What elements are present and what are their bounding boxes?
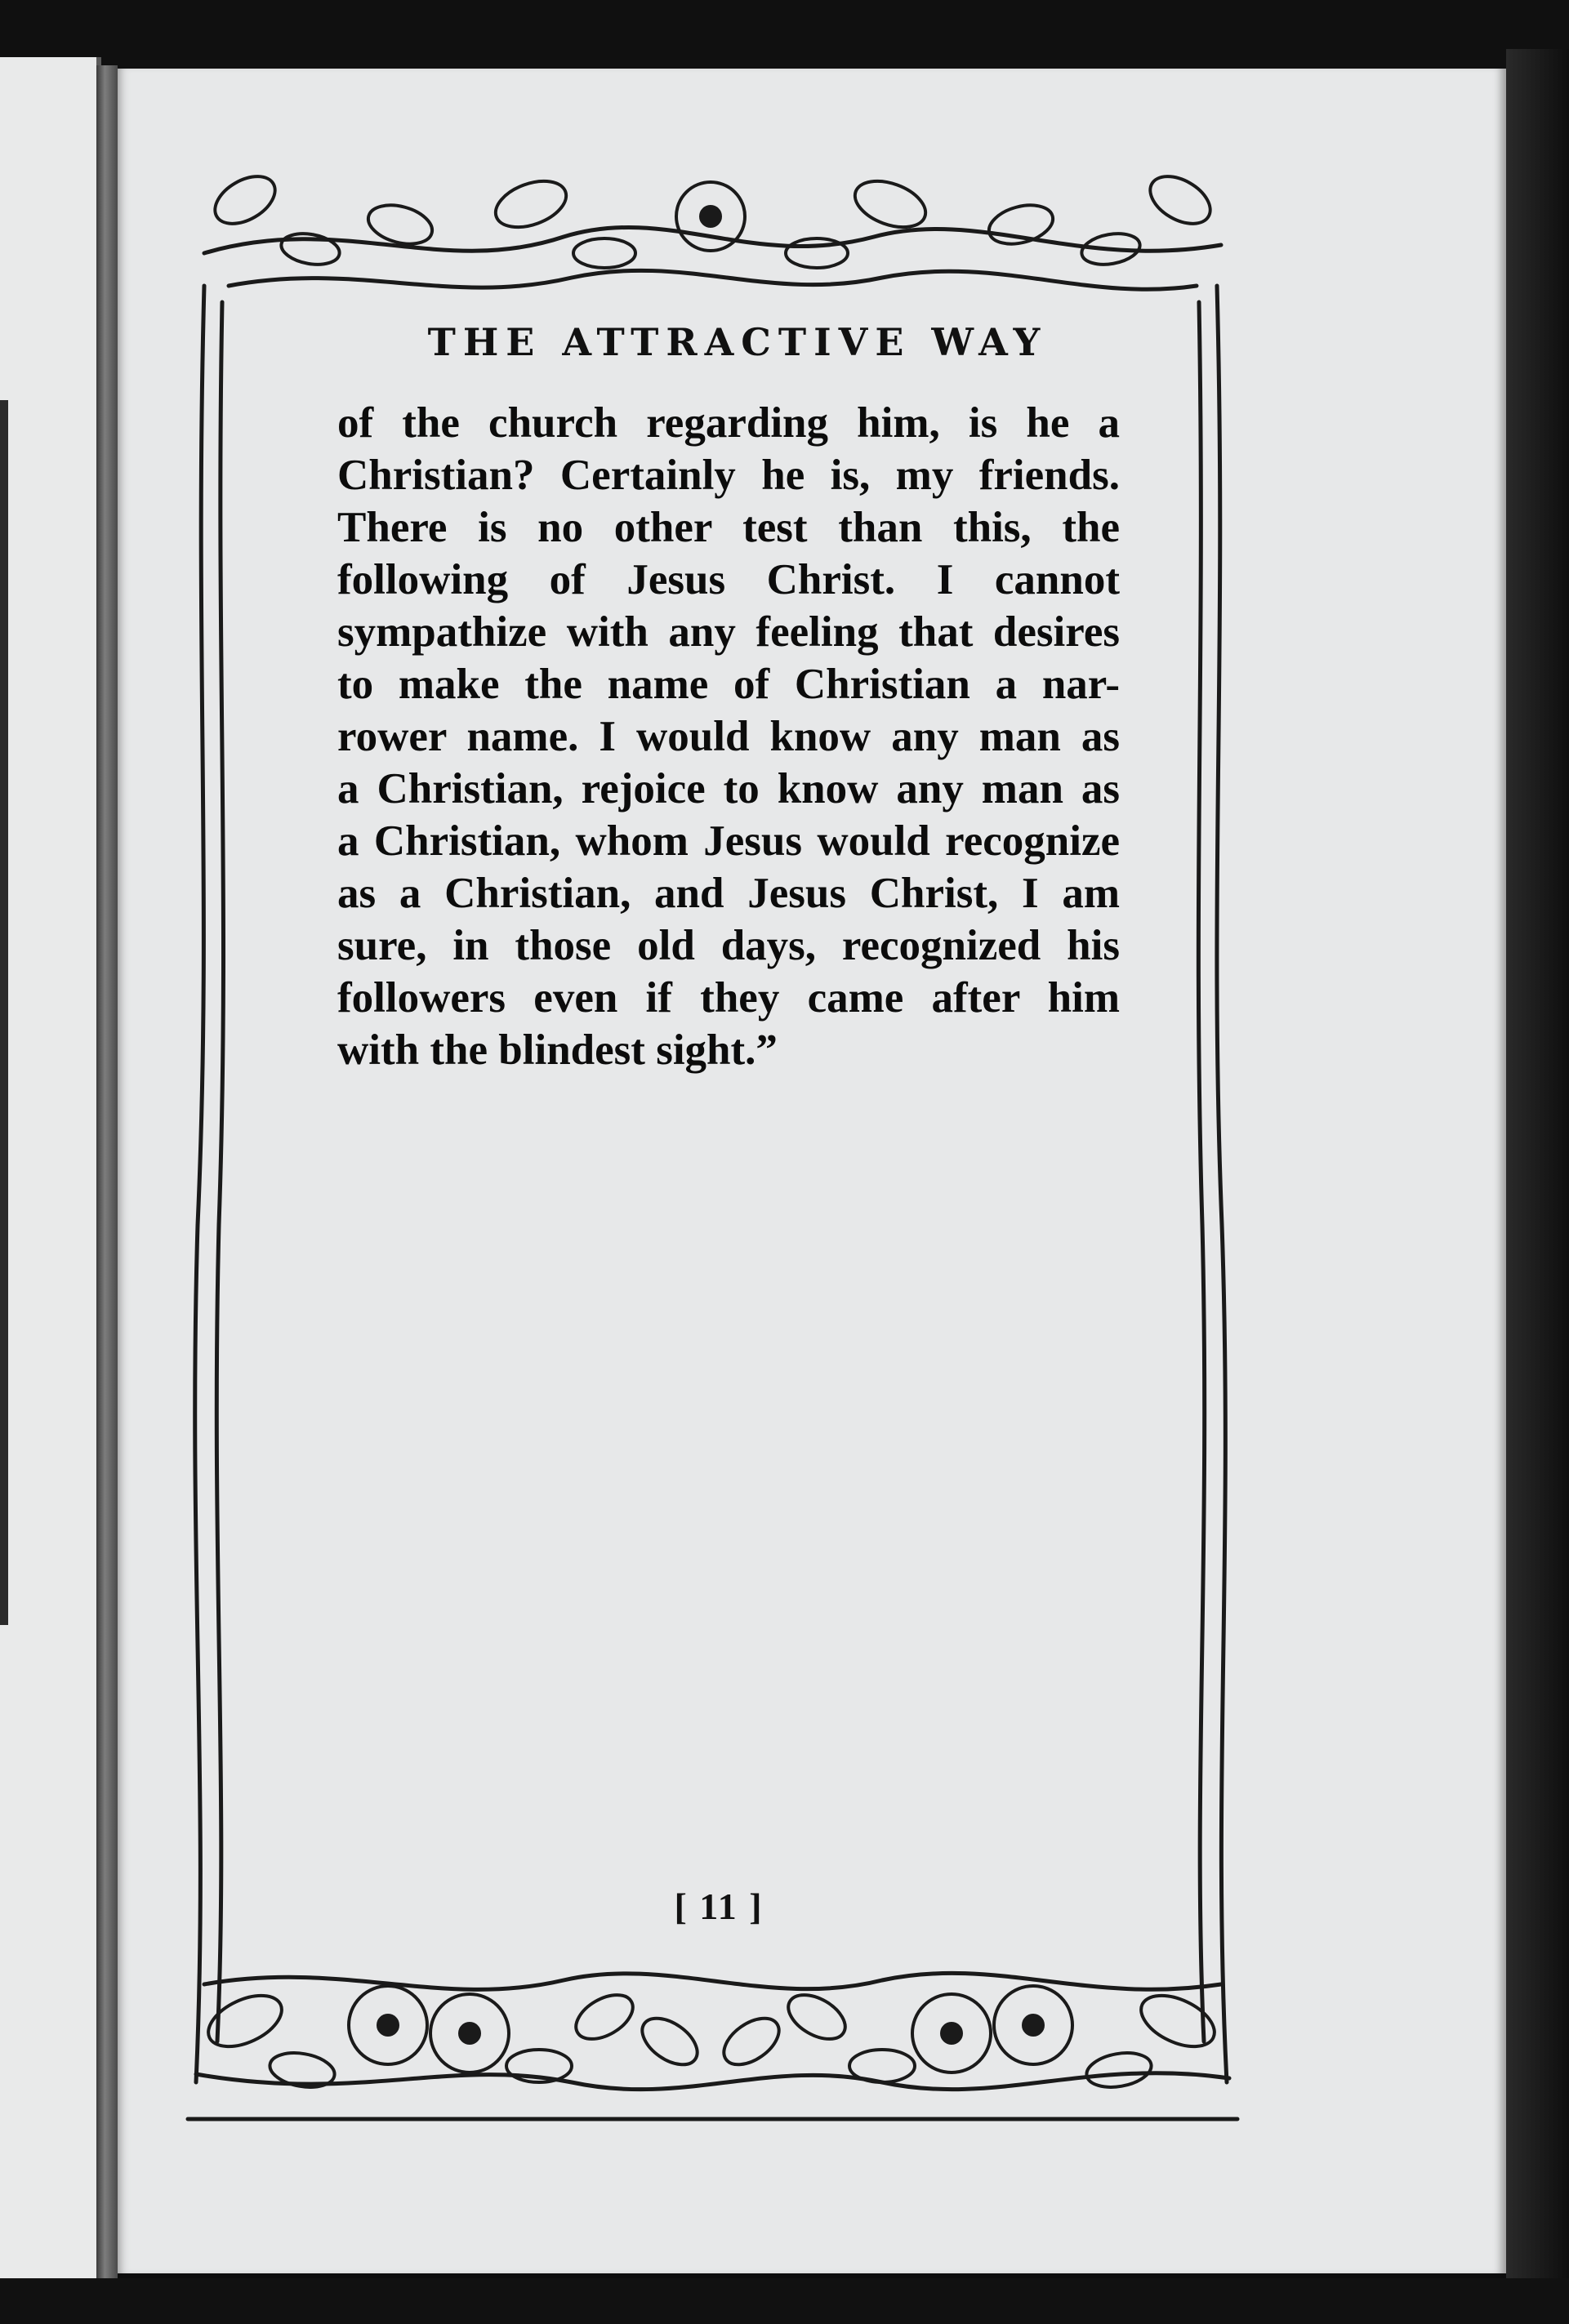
text-line: following of Jesus Christ. I cannot xyxy=(337,556,1120,603)
top-leaf xyxy=(207,167,283,234)
page-number: [ 11 ] xyxy=(674,1885,764,1927)
page-right-edge xyxy=(1506,49,1569,2286)
bottom-band-inner xyxy=(204,1973,1221,1989)
top-leaf xyxy=(489,172,573,236)
scan-background-bottom xyxy=(0,2278,1569,2324)
bottom-leaf xyxy=(568,1986,640,2048)
top-leaf xyxy=(786,238,848,268)
text-line: a Christian, whom Jesus would recognize xyxy=(337,817,1120,865)
bottom-leaf xyxy=(781,1986,853,2048)
bottom-band-lower xyxy=(196,2073,1229,2090)
text-line: sure, in those old days, recognized his xyxy=(337,922,1120,969)
book-gutter xyxy=(96,65,118,2278)
text-line: to make the name of Christian a nar- xyxy=(337,661,1120,708)
left-vine xyxy=(195,286,204,2082)
top-leaf xyxy=(1142,167,1218,234)
text-line: Christian? Certainly he is, my friends. xyxy=(337,452,1120,499)
body-text xyxy=(337,397,1120,1076)
top-leaf xyxy=(279,229,341,269)
bottom-leaf xyxy=(1134,1985,1223,2057)
text-line: with the blindest sight.” xyxy=(337,1026,778,1074)
running-head: THE ATTRACTIVE WAY xyxy=(427,320,1048,364)
right-vine xyxy=(1217,286,1227,2082)
top-leaf xyxy=(573,238,635,268)
text-line: as a Christian, and Jesus Christ, I am xyxy=(337,870,1120,917)
bottom-leaf xyxy=(1084,2048,1154,2091)
top-leaf xyxy=(849,172,932,236)
bottom-leaf xyxy=(634,2009,705,2074)
text-line: of the church regarding him, is he a xyxy=(337,399,1120,447)
text-line: followers even if they came after him xyxy=(337,974,1120,1022)
facing-page-edge xyxy=(0,57,101,2278)
left-vine-inner xyxy=(216,302,223,2041)
bottom-leaf xyxy=(715,2009,787,2074)
text-line: There is no other test than this, the xyxy=(337,504,1120,551)
right-vine-inner xyxy=(1198,302,1204,2041)
bottom-leaf xyxy=(201,1985,290,2057)
top-band-inner xyxy=(229,270,1197,289)
bottom-leaf xyxy=(849,2050,915,2082)
text-line: rower name. I would know any man as xyxy=(337,713,1120,760)
text-line: a Christian, rejoice to know any man as xyxy=(337,765,1120,813)
page-content xyxy=(337,320,1120,1076)
bottom-leaf xyxy=(267,2048,337,2091)
scan-background-top xyxy=(0,0,1569,73)
facing-page-shadow xyxy=(0,400,8,1625)
text-line: sympathize with any feeling that desires xyxy=(337,608,1120,656)
